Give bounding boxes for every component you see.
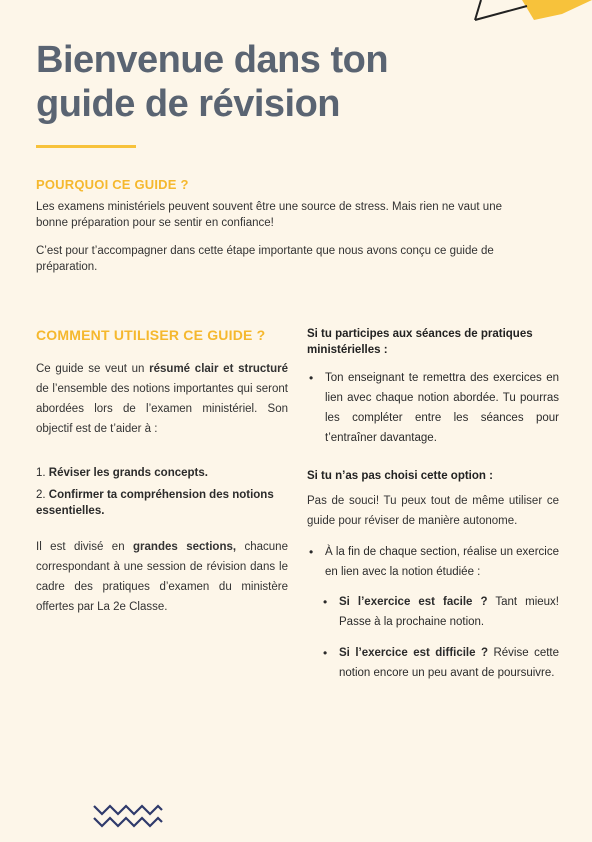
why-section	[36, 177, 536, 287]
corner-shape-decoration	[472, 0, 592, 40]
step-1-text: Réviser les grands concepts.	[48, 467, 208, 479]
why-heading: POURQUOI CE GUIDE ?	[36, 177, 189, 192]
participation-section	[307, 326, 559, 683]
easy-exercise-bold: Si l’exercice est facile ?	[339, 596, 488, 608]
zigzag-decoration	[93, 802, 163, 830]
hard-exercise-text: Révise cette notion encore un peu avant de poursuivre.	[339, 647, 559, 679]
step-1-number: 1.	[36, 467, 49, 479]
exercise-sublist	[307, 592, 559, 683]
division-text-end: chacune correspondant à une session de révision dans le cadre des pratiques d’examen du ministère offertes par La 2e Classe.	[36, 541, 288, 613]
title-line-1: Bienvenue dans ton	[36, 39, 389, 81]
step-1	[36, 465, 288, 481]
no-option-paragraph: Pas de souci! Tu peux tout de même utiliser ce guide pour réviser de manière autonome.	[307, 495, 559, 527]
how-intro-text: Ce guide se veut un	[36, 363, 150, 375]
step-2	[36, 487, 288, 519]
step-2-text: Confirmer ta compréhension des notions essentielles.	[36, 489, 274, 517]
easy-exercise-text: Tant mieux! Passe à la prochaine notion.	[339, 596, 559, 628]
title-underline	[36, 145, 136, 148]
how-intro	[36, 359, 288, 439]
steps-list	[36, 465, 288, 519]
how-section	[36, 327, 288, 617]
step-2-number: 2.	[36, 489, 49, 501]
title-line-2: guide de révision	[36, 83, 341, 125]
how-heading: COMMENT UTILISER CE GUIDE ?	[36, 327, 266, 343]
why-paragraph-2: C’est pour t’accompagner dans cette étape importante que nous avons conçu ce guide de préparation.	[36, 245, 494, 273]
how-intro-bold: résumé clair et structuré	[149, 363, 288, 375]
how-division	[36, 537, 288, 617]
easy-exercise-bullet	[307, 592, 559, 632]
autonomous-bullet: • À la fin de chaque section, réalise un exercice en lien avec la notion étudiée :	[307, 542, 559, 582]
division-text: Il est divisé en	[36, 541, 134, 553]
why-paragraph-1: Les examens ministériels peuvent souvent être une source de stress. Mais rien ne vaut une bonne préparation pour se sentir en confiance!	[36, 201, 502, 229]
division-bold: grandes sections,	[133, 541, 237, 553]
no-option-subheading: Si tu n’as pas choisi cette option :	[307, 470, 493, 482]
participant-list	[307, 368, 559, 448]
how-intro-text-end: de l’ensemble des notions importantes qui seront abordées lors de l’examen ministériel. Son objectif est de t’aider à :	[36, 383, 288, 435]
autonomous-list	[307, 542, 559, 582]
page-title	[36, 38, 456, 126]
hard-exercise-bold: Si l’exercice est difficile ?	[339, 647, 489, 659]
participant-bullet: • Ton enseignant te remettra des exercices en lien avec chaque notion abordée. Tu pourras les compléter entre les séances pour t’entraîner davantage.	[307, 368, 559, 448]
participant-subheading: Si tu participes aux séances de pratiques ministérielles :	[307, 328, 533, 356]
hard-exercise-bullet	[307, 643, 559, 683]
